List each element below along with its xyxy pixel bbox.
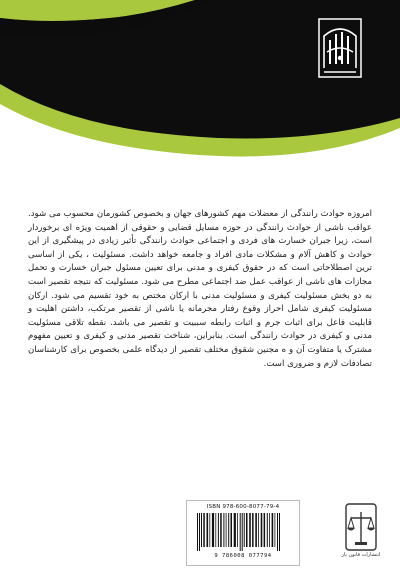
publisher-logo	[318, 18, 362, 78]
isbn-barcode-block	[186, 500, 300, 566]
description-paragraph: امروزه حوادث رانندگی از معضلات مهم کشورهای جهان و بخصوص کشورمان محسوب می شود. عواقب ناشی از حوادث رانندگی در حوزه مسایل قضایی و حقوقی از اهمیت ویژه ای برخوردار است، زیرا جبران خسارت های فردی و اجتماعی حوادث رانندگی تأثیر زیادی در پیشگیری از این حوادث و کاهش آلام و مشکلات مادی افراد و جامعه خواهد داشت. مسئولیت ، یکی از اساسی ترین اصطلاحاتی است که در حقوق کیفری و مدنی برای تعیین مسئول جبران خسارت و تحمل مجازات های ناشی از عواقب عمل ضد اجتماعی مطرح می شود. مسئولیت که نتیجه تقصیر است به دو بخش مسئولیت کیفری و مسئولیت مدنی با ارکان مختص به خود تقسیم می شود. ارکان مسئولیت کیفری شامل احراز وقوع رفتار مجرمانه یا ناشی از تقصیر مرتکب، داشتن اهلیت و قابلیت فاعل برای اثبات جرم و اثبات رابطه سببیت و تقصیر می باشد. نقطه تلاقی مسئولیت مدنی و کیفری در حوادث رانندگی است. بنابراین، شناخت تقصیر مدنی و کیفری و تعیین مفهوم مشترک یا متفاوت آن و ه مجنین شقوق مختلف تقصیر از دیدگاه علمی بخصوص برای کارشناسان تصادفات لازم و ضروری است.	[28, 209, 372, 369]
back-cover-description	[28, 208, 372, 371]
isbn-label: ISBN 978-600-8077-79-4	[206, 504, 280, 510]
barcode-icon	[195, 513, 291, 551]
isbn-digits: 9 786008 077794	[214, 553, 272, 559]
publisher-name: انتشارات قانون یار	[341, 552, 381, 558]
